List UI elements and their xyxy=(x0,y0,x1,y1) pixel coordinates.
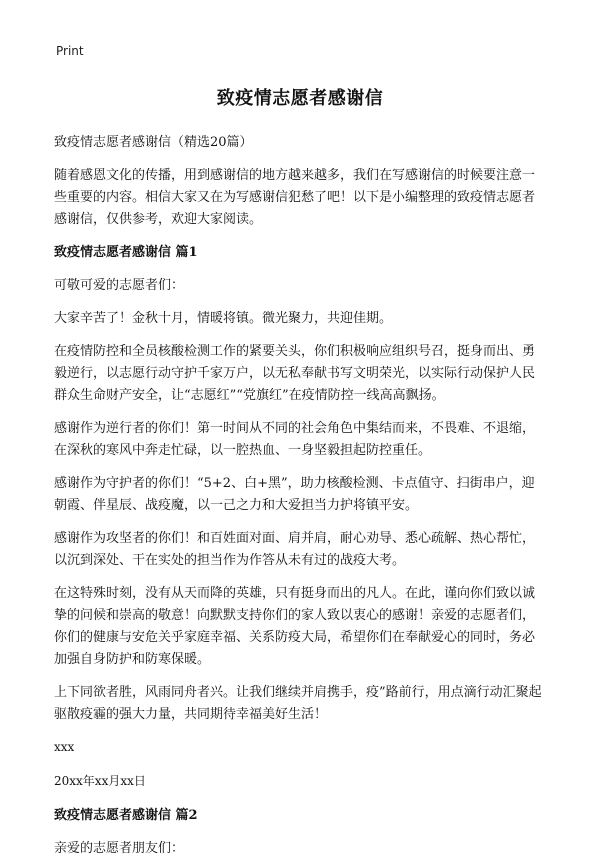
article2-heading: 致疫情志愿者感谢信 篇2 xyxy=(54,808,198,823)
article1-paragraph-7: 上下同欲者胜，风雨同舟者兴。让我们继续并肩携手，疫”路前行，用点滴行动汇聚起驱散疫霾的强大力量，共同期待幸福美好生活！ xyxy=(54,685,542,722)
article1-paragraph-1: 大家辛苦了！金秋十月，情暖将镇。微光聚力，共迎佳期。 xyxy=(54,311,393,326)
article2-salutation: 亲爱的志愿者朋友们： xyxy=(54,841,185,856)
article1-salutation: 可敬可爱的志愿者们： xyxy=(54,278,185,293)
intro-paragraph: 随着感恩文化的传播，用到感谢信的地方越来越多，我们在写感谢信的时候要注意一些重要的内容。相信大家又在为写感谢信犯愁了吧！以下是小编整理的致疫情志愿者感谢信，仅供参考，欢迎大家阅读。 xyxy=(54,168,536,227)
article1-heading: 致疫情志愿者感谢信 篇1 xyxy=(54,245,198,260)
article1-paragraph-5: 感谢作为攻坚者的你们！和百姓面对面、肩并肩，耐心劝导、悉心疏解、热心帮忙，以沉到深处、干在实处的担当作为作答从未有过的战疫大考。 xyxy=(54,531,536,568)
article1-paragraph-4: 感谢作为守护者的你们！“5+2、白+黑”，助力核酸检测、卡点值守、扫街串户，迎朝霞、伴星辰、战疫魔，以一己之力和大爱担当力护将镇平安。 xyxy=(54,476,535,513)
article1-paragraph-3: 感谢作为逆行者的你们！第一时间从不同的社会角色中集结而来，不畏难、不退缩，在深秋的寒风中奔走忙碌，以一腔热血、一身坚毅担起防控重任。 xyxy=(54,421,536,458)
article1-date: 20xx年xx月xx日 xyxy=(54,774,146,788)
article1-paragraph-2: 在疫情防控和全员核酸检测工作的紧要关头，你们积极响应组织号召，挺身而出、勇毅逆行，以志愿行动守护千家万户，以无私奉献书写文明荣光，以实际行动保护人民群众生命财产安全，让“志愿红”“党旗红”在疫情防控一线高高飘扬。 xyxy=(54,344,536,403)
article1-paragraph-6: 在这特殊时刻，没有从天而降的英雄，只有挺身而出的凡人。在此，谨向你们致以诚挚的问候和崇高的敬意！向默默支持你们的家人致以衷心的感谢！亲爱的志愿者们，你们的健康与安危关乎家庭幸福、关系防疫大局，希望你们在奉献爱心的同时，务必加强自身防护和防寒保暖。 xyxy=(54,586,536,667)
document-title: 致疫情志愿者感谢信 xyxy=(216,88,384,109)
print-link[interactable]: Print xyxy=(56,44,84,58)
article1-signature: xxx xyxy=(54,740,75,754)
document-subtitle: 致疫情志愿者感谢信（精选20篇） xyxy=(54,135,253,150)
